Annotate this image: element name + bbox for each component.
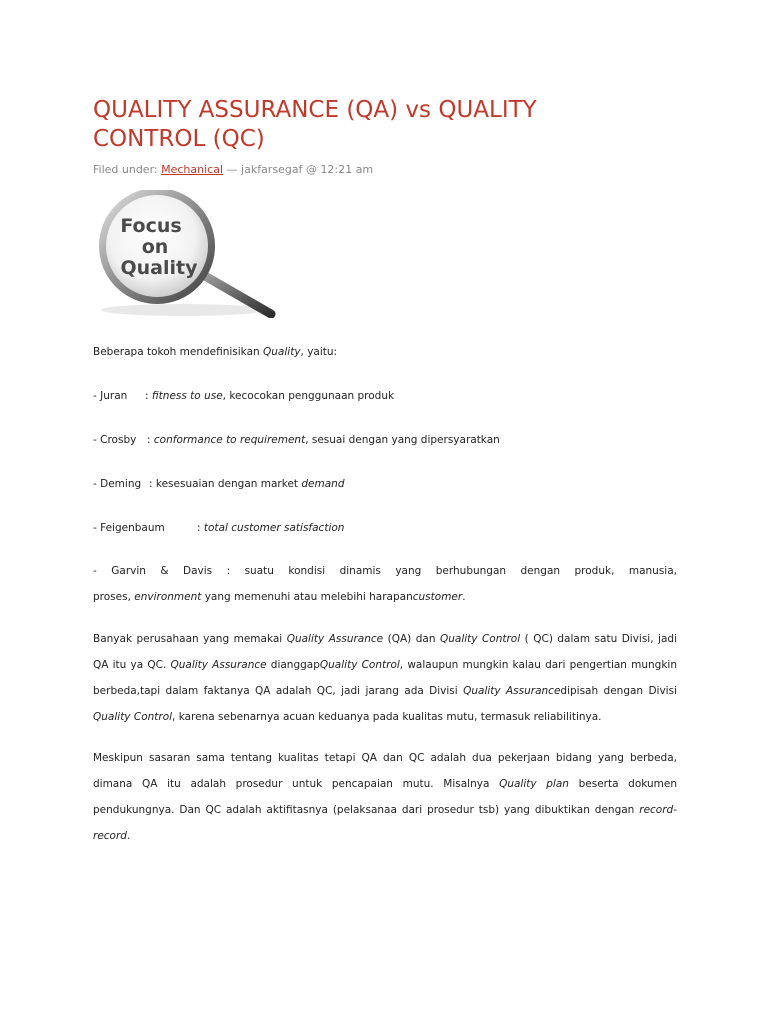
author-name: jakfarsegaf: [241, 163, 303, 176]
image-text-focus: Focus: [120, 215, 182, 237]
post-meta: [93, 163, 373, 176]
definition-feigenbaum: - Feigenbaum : total customer satisfaction: [93, 522, 345, 534]
paragraph-qa-qc-divisions: Banyak perusahaan yang memakai Quality Assurance (QA) dan Quality Control ( QC) dalam satu Divisi, jadi QA itu ya QC. Quality Assurance dianggapQuality Control, walaupun mungkin kalau dari pengertian mungkin berbeda,tapi dalam faktanya QA adalah QC, jadi jarang ada Divisi Quality Assurancedipisah dengan Divisi Quality Control, karena sebenarnya acuan keduanya pada kualitas mutu, termasuk reliabilitinya.: [93, 633, 677, 723]
category-link[interactable]: Mechanical: [161, 163, 224, 176]
definition-crosby: - Crosby : conformance to requirement, sesuai dengan yang dipersyaratkan: [93, 434, 500, 446]
filed-under-label: Filed under:: [93, 163, 158, 176]
definition-garvin-davis: - Garvin & Davis : suatu kondisi dinamis yang berhubungan dengan produk, manusia, proses, environment yang memenuhi atau melebihi harapancustomer.: [93, 565, 677, 603]
page-title: QUALITY ASSURANCE (QA) vs QUALITY CONTROL (QC): [93, 97, 537, 152]
focus-on-quality-image: [93, 190, 278, 318]
post-time: 12:21 am: [320, 163, 374, 176]
image-text-quality: Quality: [120, 257, 198, 279]
magnifying-glass-icon: [93, 190, 278, 318]
definition-deming: - Deming : kesesuaian dengan market demand: [93, 478, 345, 490]
intro-line: Beberapa tokoh mendefinisikan Quality, yaitu:: [93, 346, 338, 358]
paragraph-qa-qc-difference: Meskipun sasaran sama tentang kualitas tetapi QA dan QC adalah dua pekerjaan bidang yang berbeda, dimana QA itu adalah prosedur untuk pencapaian mutu. Misalnya Quality plan beserta dokumen pendukungnya. Dan QC adalah aktifitasnya (pelaksanaa dari prosedur tsb) yang dibuktikan dengan record-record.: [93, 752, 678, 842]
meta-separator: —: [226, 163, 238, 176]
definition-juran: - Juran : fitness to use, kecocokan penggunaan produk: [93, 390, 395, 402]
at-sign: @: [305, 163, 317, 176]
image-text-on: on: [141, 236, 169, 258]
